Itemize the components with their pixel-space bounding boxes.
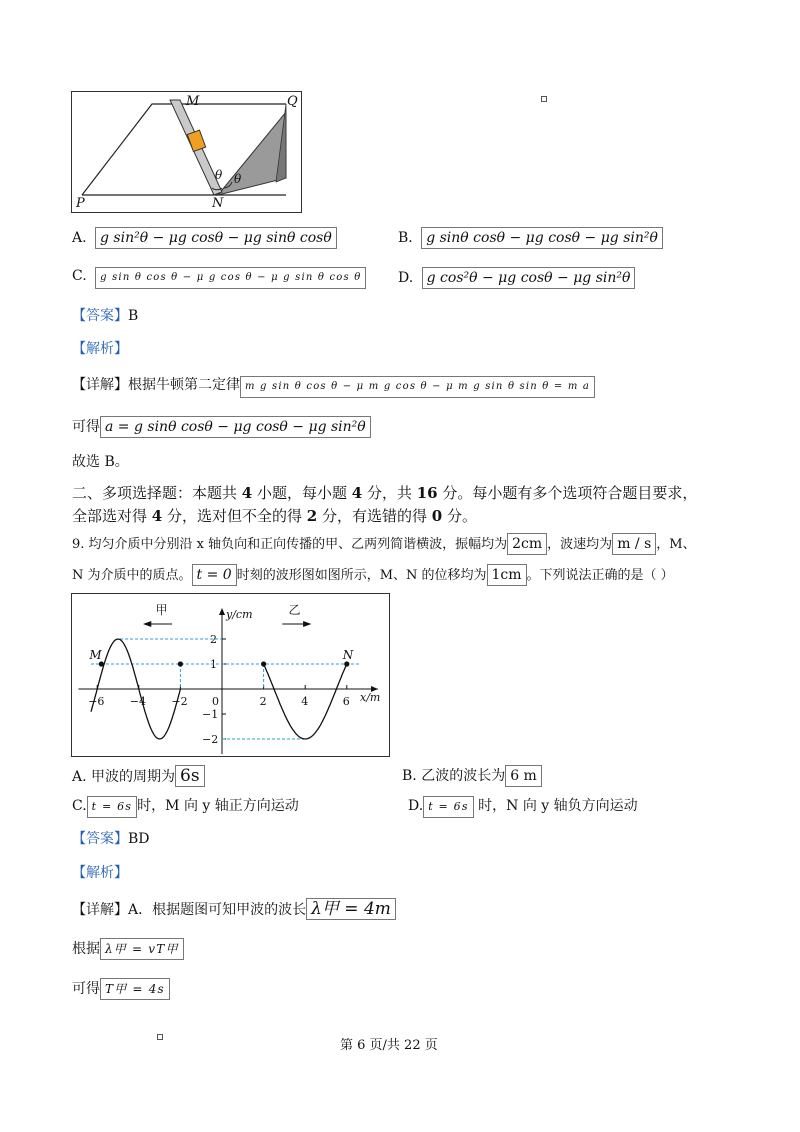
point-label: M [89, 648, 102, 662]
q9-disp: 1cm [487, 564, 527, 586]
s2-count: 4 [241, 484, 253, 502]
s2-text: 二、多项选择题：本题共 [72, 484, 242, 502]
answer-tag: 【答案】 [72, 308, 128, 324]
q8-answer [72, 307, 138, 325]
data-point [178, 661, 183, 666]
s2-total: 16 [416, 484, 438, 502]
q8-option-d[interactable] [398, 267, 635, 289]
lambda-box: λ甲 = 4m [306, 898, 396, 920]
wave-chart [72, 594, 389, 756]
wave-label-yi: 乙 [288, 603, 301, 617]
detail-text: 根据牛顿第二定律 [128, 377, 240, 393]
result-prefix: 可得 [72, 981, 100, 997]
page-footer: 第 6 页/共 22 页 [340, 1038, 438, 1053]
label-m: M [186, 94, 200, 109]
wave-label-jia: 甲 [155, 603, 168, 617]
q9-detail [72, 898, 396, 920]
label-n: N [212, 196, 224, 211]
s2-text: 分。每小题有多个选项符合题目要求， [437, 484, 698, 502]
data-point [261, 661, 266, 666]
label-theta-1: θ [215, 168, 223, 182]
y-tick-label: 1 [210, 658, 217, 671]
option-box: t = 6s [423, 796, 473, 818]
option-formula: g cos²θ − μg cosθ − μg sin²θ [422, 267, 636, 289]
x-axis-label: x/m [360, 691, 381, 704]
option-formula: g sin²θ − μg cosθ − μg sinθ cosθ [95, 227, 337, 249]
q9-answer [72, 830, 150, 848]
q9-stem-line2 [72, 564, 674, 587]
q9-text: N 为介质中的质点。 [72, 568, 192, 583]
s2-text: 分，有选错的得 [317, 507, 432, 525]
option-box: 6s [175, 765, 205, 787]
q9-text: ，波速均为 [547, 537, 613, 552]
q8-result [72, 416, 371, 438]
option-text: 时，M 向 y 轴正方向运动 [137, 798, 299, 814]
point-label: N [342, 648, 354, 662]
option-box: 6 m [505, 765, 542, 787]
answer-value: BD [128, 831, 150, 847]
option-letter: D. [408, 798, 424, 814]
x-tick-label: 6 [342, 695, 350, 708]
q9-relation [72, 938, 184, 960]
s2-text: 分。 [442, 507, 477, 525]
s2-partial: 2 [306, 507, 318, 525]
q9-text: 。下列说法正确的是（ ） [526, 568, 674, 583]
analysis-tag: 【解析】 [72, 341, 128, 357]
q8-conclusion: 故选 B。 [72, 454, 129, 470]
yi-arrow-head [303, 621, 311, 627]
option-letter: B. [398, 230, 413, 246]
corner-mark [541, 96, 547, 102]
analysis-tag: 【解析】 [72, 865, 128, 881]
incline-diagram-svg [72, 92, 301, 212]
option-text: 时，N 向 y 轴负方向运动 [473, 798, 638, 814]
detail-formula: m g sin θ cos θ − μ m g cos θ − μ m g sin θ sin θ = m a [240, 376, 595, 398]
wave-figure [71, 593, 390, 757]
y-tick-label: −2 [202, 733, 219, 746]
option-text: A. 甲波的周期为 [72, 769, 176, 785]
jia-arrow-head [143, 621, 151, 627]
y-tick-label: 2 [210, 633, 217, 646]
q9-text: 时刻的波形图如图所示，M、N 的位移均为 [236, 568, 487, 583]
q8-option-a[interactable] [72, 227, 337, 249]
y-axis-arrow [219, 608, 225, 615]
detail-tag: 【详解】 [72, 377, 128, 393]
q9-analysis [72, 864, 128, 882]
relation-box: λ甲 = vT甲 [100, 938, 184, 960]
x-tick-label: −2 [171, 695, 188, 708]
option-formula: g sinθ cosθ − μg cosθ − μg sin²θ [421, 227, 663, 249]
data-point [99, 661, 104, 666]
q9-speed: m / s [612, 533, 656, 555]
s2-full: 4 [151, 507, 163, 525]
q9-t0: t = 0 [192, 564, 237, 586]
option-letter: D. [398, 270, 414, 286]
result-formula: a = g sinθ cosθ − μg cosθ − μg sin²θ [100, 416, 371, 438]
s2-wrong: 0 [431, 507, 443, 525]
x-tick-label: 2 [259, 695, 267, 708]
section2-line2 [72, 505, 477, 527]
q9-option-d[interactable] [408, 796, 638, 818]
option-letter: C. [72, 798, 87, 814]
y-tick-label: −1 [202, 708, 219, 721]
y-axis-label: y/cm [226, 608, 253, 621]
x-tick-label: −4 [129, 695, 147, 708]
s2-text: 小题，每小题 [252, 484, 352, 502]
answer-tag: 【答案】 [72, 831, 128, 847]
s2-text: 全部选对得 [72, 507, 152, 525]
x-tick-label: 4 [301, 695, 309, 708]
label-q: Q [287, 94, 298, 109]
detail-tag: 【详解】 [72, 902, 128, 918]
q9-result [72, 978, 170, 1000]
data-point [344, 661, 349, 666]
option-letter: C. [72, 268, 87, 284]
s2-text: 分，共 [362, 484, 417, 502]
option-letter: A. [72, 230, 87, 246]
option-text: B. 乙波的波长为 [402, 768, 506, 784]
corner-mark [157, 1034, 163, 1040]
q9-text: ，M、 [656, 537, 696, 552]
q8-analysis [72, 340, 128, 358]
detail-text: A．根据题图可知甲波的波长 [128, 902, 307, 918]
origin-label: 0 [212, 695, 219, 708]
x-tick-label: −6 [88, 695, 105, 708]
result-prefix: 可得 [72, 419, 100, 435]
label-theta-2: θ [234, 172, 242, 186]
option-box: t = 6s [87, 796, 137, 818]
q9-amp: 2cm [507, 533, 547, 555]
q8-option-c[interactable] [72, 267, 366, 289]
answer-value: B [128, 308, 139, 324]
q9-text: 9. 均匀介质中分别沿 x 轴负向和正向传播的甲、乙两列简谐横波，振幅均为 [72, 537, 508, 552]
result-box: T甲 = 4s [100, 978, 170, 1000]
s2-pts: 4 [351, 484, 363, 502]
relation-prefix: 根据 [72, 941, 100, 957]
incline-figure [71, 91, 302, 213]
s2-text: 分，选对但不全的得 [162, 507, 307, 525]
label-p: P [76, 196, 85, 211]
q8-detail [72, 376, 595, 398]
q9-stem-line1 [72, 533, 696, 556]
q8-option-b[interactable] [398, 227, 663, 249]
q9-option-a[interactable] [72, 765, 205, 787]
q9-option-c[interactable] [72, 796, 299, 818]
option-formula: g sin θ cos θ − μ g cos θ − μ g sin θ cos θ [95, 267, 366, 289]
section2-line1 [72, 482, 697, 504]
q9-option-b[interactable] [402, 765, 542, 787]
